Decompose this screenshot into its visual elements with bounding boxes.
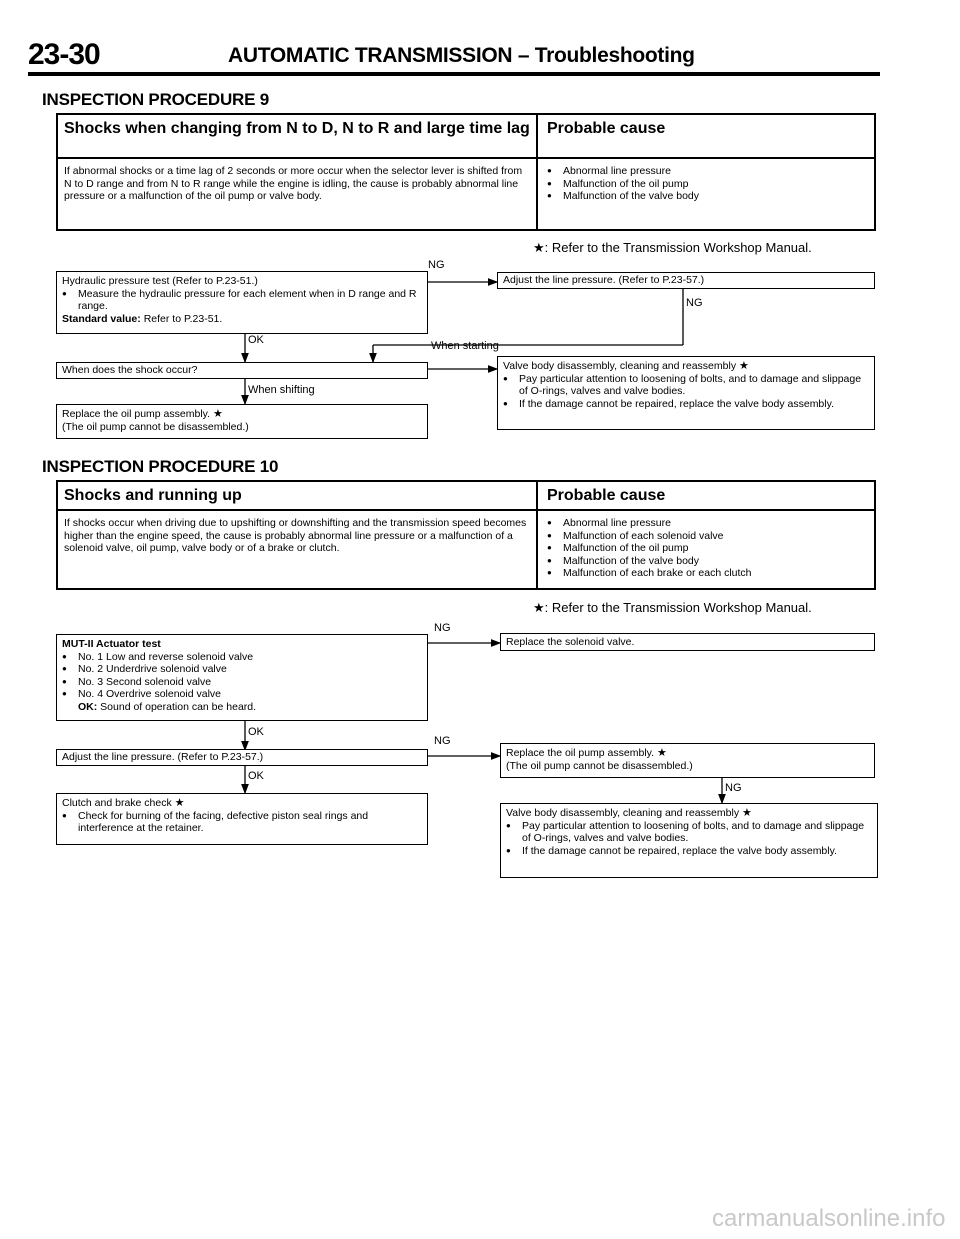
box-bullet: ● Pay particular attention to loosening of bolts, and to damage and slippage of O-rings, valves and valve bodies. [503, 373, 869, 398]
procedure-9-star-note [533, 240, 812, 256]
procedure-9-title: INSPECTION PROCEDURE 9 [42, 90, 270, 109]
page-title: AUTOMATIC TRANSMISSION – Troubleshooting [228, 44, 695, 67]
star-icon: ★ [212, 408, 223, 420]
hydraulic-pressure-test-box [56, 271, 428, 334]
box-title: MUT-II Actuator test [62, 638, 161, 650]
cause-item: ● Malfunction of the oil pump [547, 178, 867, 191]
ng-label: NG [434, 622, 451, 634]
box-bullet: ● No. 2 Underdrive solenoid valve [62, 663, 422, 676]
star-icon: ★ [742, 807, 752, 819]
cause-item: ● Malfunction of the valve body [547, 190, 867, 203]
star-icon: ★ [533, 240, 545, 255]
procedure-9-symptom-header: Shocks when changing from N to D, N to R and large time lag [64, 120, 530, 137]
ok-criteria-label: OK: [78, 700, 98, 713]
box-title: Valve body disassembly, cleaning and reassembly [503, 360, 737, 372]
when-shock-occur-box: When does the shock occur? [56, 362, 428, 379]
procedure-10-symptom-text: If shocks occur when driving due to upshifting or downshifting and the transmission speed becomes higher than the engine speed, the cause is probably abnormal line pressure or a malfunction of a solenoid valve, oil pump, valve body or of a brake or clutch. [64, 517, 527, 554]
procedure-10-star-note [533, 600, 812, 616]
note-text: : Refer to the Transmission Workshop Manual. [544, 600, 812, 615]
box-note: (The oil pump cannot be disassembled.) [62, 420, 249, 433]
procedure-10-cause-list [547, 517, 867, 580]
cause-item: ● Malfunction of each brake or each clutch [547, 567, 867, 580]
page-number: 23-30 [28, 38, 100, 71]
ng-label: NG [686, 297, 703, 309]
cause-item: ● Abnormal line pressure [547, 165, 867, 178]
ng-label: NG [725, 782, 742, 794]
ok-criteria-text: Sound of operation can be heard. [97, 700, 257, 713]
box-bullet: ● Check for burning of the facing, defective piston seal rings and interference at the retainer. [62, 810, 422, 835]
standard-value-label: Standard value: [62, 312, 141, 325]
box-bullet: ● No. 3 Second solenoid valve [62, 676, 422, 689]
procedure-9-cause-header: Probable cause [547, 120, 666, 137]
ng-label: NG [434, 735, 451, 747]
cause-item: ● Abnormal line pressure [547, 517, 867, 530]
procedure-10-symptom-header: Shocks and running up [64, 487, 242, 504]
box-bullet: ● If the damage cannot be repaired, replace the valve body assembly. [506, 845, 872, 858]
cause-item: ● Malfunction of each solenoid valve [547, 530, 867, 543]
procedure-9-symptom-text: If abnormal shocks or a time lag of 2 seconds or more occur when the selector lever is shifted from N to D range and from N to R range while the engine is idling, the cause is probably abnormal line pressure or a malfunction of the oil pump or valve body. [64, 165, 523, 202]
box-title: Replace the oil pump assembly. [62, 408, 211, 420]
ok-label: OK [248, 726, 264, 738]
mut-actuator-test-box [56, 634, 428, 721]
procedure-10-title: INSPECTION PROCEDURE 10 [42, 457, 279, 476]
watermark: carmanualsonline.info [712, 1205, 946, 1232]
star-icon: ★ [174, 797, 185, 809]
valve-body-box [497, 356, 875, 430]
box-note: (The oil pump cannot be disassembled.) [506, 759, 693, 772]
star-icon: ★ [739, 360, 749, 372]
procedure-9-table [56, 113, 876, 231]
box-bullet: ● No. 1 Low and reverse solenoid valve [62, 651, 422, 664]
procedure-10-table [56, 480, 876, 590]
valve-body-box-2 [500, 803, 878, 878]
cause-item: ● Malfunction of the valve body [547, 555, 867, 568]
when-shifting-label: When shifting [248, 384, 315, 396]
procedure-10-cause-header: Probable cause [547, 487, 666, 504]
box-title: Replace the oil pump assembly. [506, 747, 655, 759]
replace-solenoid-box: Replace the solenoid valve. [500, 633, 875, 651]
box-title: Clutch and brake check [62, 797, 172, 809]
adjust-line-pressure-box: Adjust the line pressure. (Refer to P.23-57.) [497, 272, 875, 289]
note-text: : Refer to the Transmission Workshop Manual. [544, 240, 812, 255]
box-title: Hydraulic pressure test (Refer to P.23-51.) [62, 275, 258, 287]
standard-value-text: Refer to P.23-51. [140, 312, 223, 325]
replace-oil-pump-box [56, 404, 428, 439]
adjust-line-pressure-box-2: Adjust the line pressure. (Refer to P.23-57.) [56, 749, 428, 766]
ng-label: NG [428, 259, 445, 271]
box-bullet: ● Measure the hydraulic pressure for each element when in D range and R range. [62, 288, 422, 313]
box-title: Valve body disassembly, cleaning and reassembly [506, 807, 740, 819]
ok-label: OK [248, 334, 264, 346]
replace-oil-pump-box-2 [500, 743, 875, 778]
procedure-9-cause-list [547, 165, 867, 203]
clutch-brake-check-box [56, 793, 428, 845]
cause-item: ● Malfunction of the oil pump [547, 542, 867, 555]
ok-label: OK [248, 770, 264, 782]
box-bullet: ● If the damage cannot be repaired, replace the valve body assembly. [503, 398, 869, 411]
when-starting-label: When starting [431, 340, 499, 352]
star-icon: ★ [656, 747, 667, 759]
box-bullet: ● No. 4 Overdrive solenoid valve [62, 688, 422, 701]
box-bullet: ● Pay particular attention to loosening of bolts, and to damage and slippage of O-rings, valves and valve bodies. [506, 820, 872, 845]
star-icon: ★ [533, 600, 545, 615]
